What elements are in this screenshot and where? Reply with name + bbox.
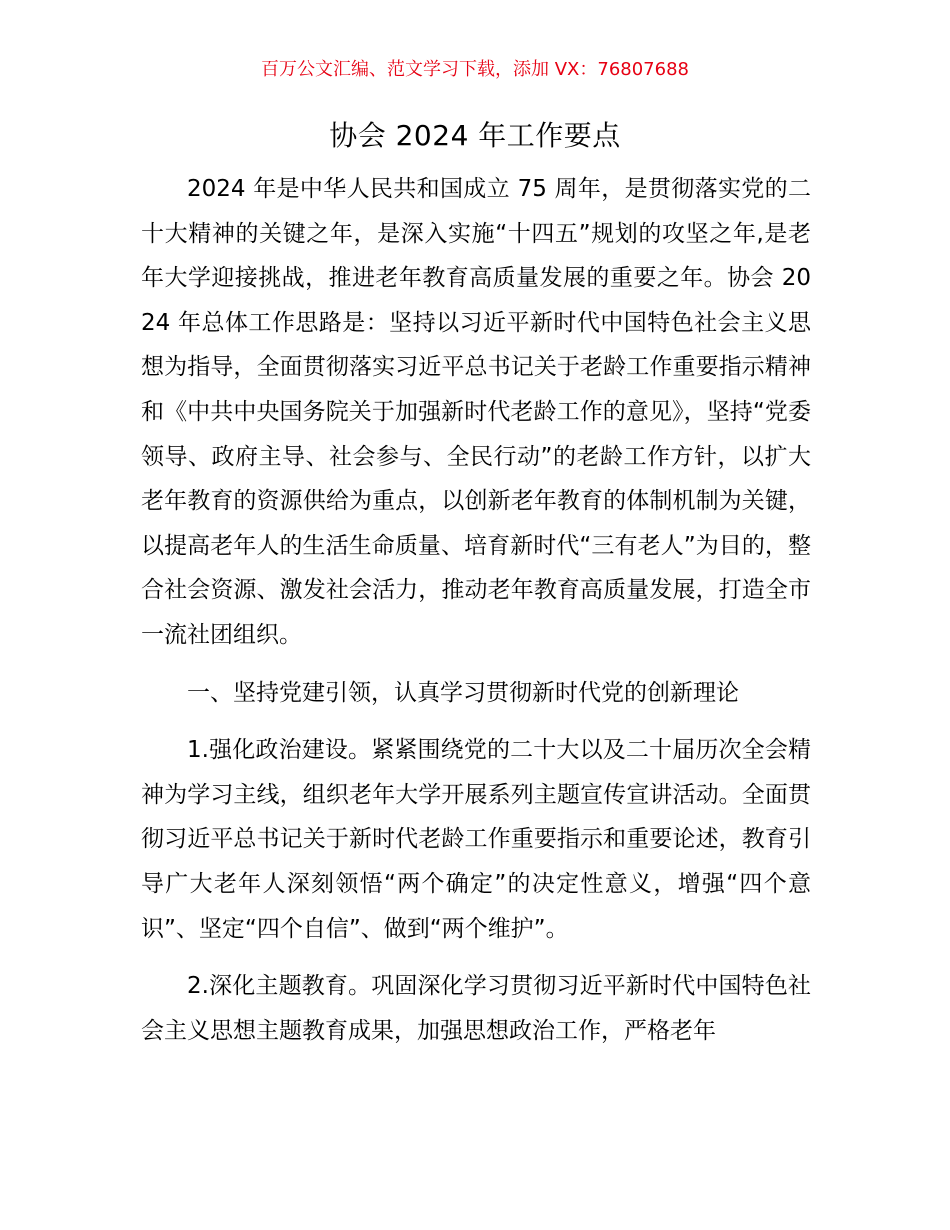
document-body — [141, 167, 811, 1053]
item-paragraph-1: 1.强化政治建设。紧紧围绕党的二十大以及二十届历次全会精神为学习主线，组织老年大学开展系列主题宣传宣讲活动。全面贯彻习近平总书记关于新时代老龄工作重要指示和重要论述，教育引导广大老年人深刻领悟“两个确定”的决定性意义，增强“四个意识”、坚定“四个自信”、做到“两个维护”。 — [141, 737, 811, 942]
header-banner: 百万公文汇编、范文学习下载，添加 VX：76807688 — [261, 59, 689, 80]
intro-paragraph: 2024 年是中华人民共和国成立 75 周年，是贯彻落实党的二十大精神的关键之年，是深入实施“十四五”规划的攻坚之年,是老年大学迎接挑战，推进老年教育高质量发展的重要之年。协会 2024 年总体工作思路是：坚持以习近平新时代中国特色社会主义思想为指导，全面贯彻落实习近平总书记关于老龄工作重要指示精神和《中共中央国务院关于加强新时代老龄工作的意见》，坚持“党委领导、政府主导、社会参与、全民行动”的老龄工作方针，以扩大老年教育的资源供给为重点，以创新老年教育的体制机制为关键，以提高老年人的生活生命质量、培育新时代“三有老人”为目的，整合社会资源、激发社会活力，推动老年教育高质量发展，打造全市一流社团组织。 — [141, 176, 811, 648]
section-heading-1: 一、坚持党建引领，认真学习贯彻新时代党的创新理论 — [187, 679, 739, 706]
item-paragraph-2: 2.深化主题教育。巩固深化学习贯彻习近平新时代中国特色社会主义思想主题教育成果，加强思想政治工作，严格老年 — [141, 973, 811, 1044]
document-title: 协会 2024 年工作要点 — [329, 119, 621, 152]
